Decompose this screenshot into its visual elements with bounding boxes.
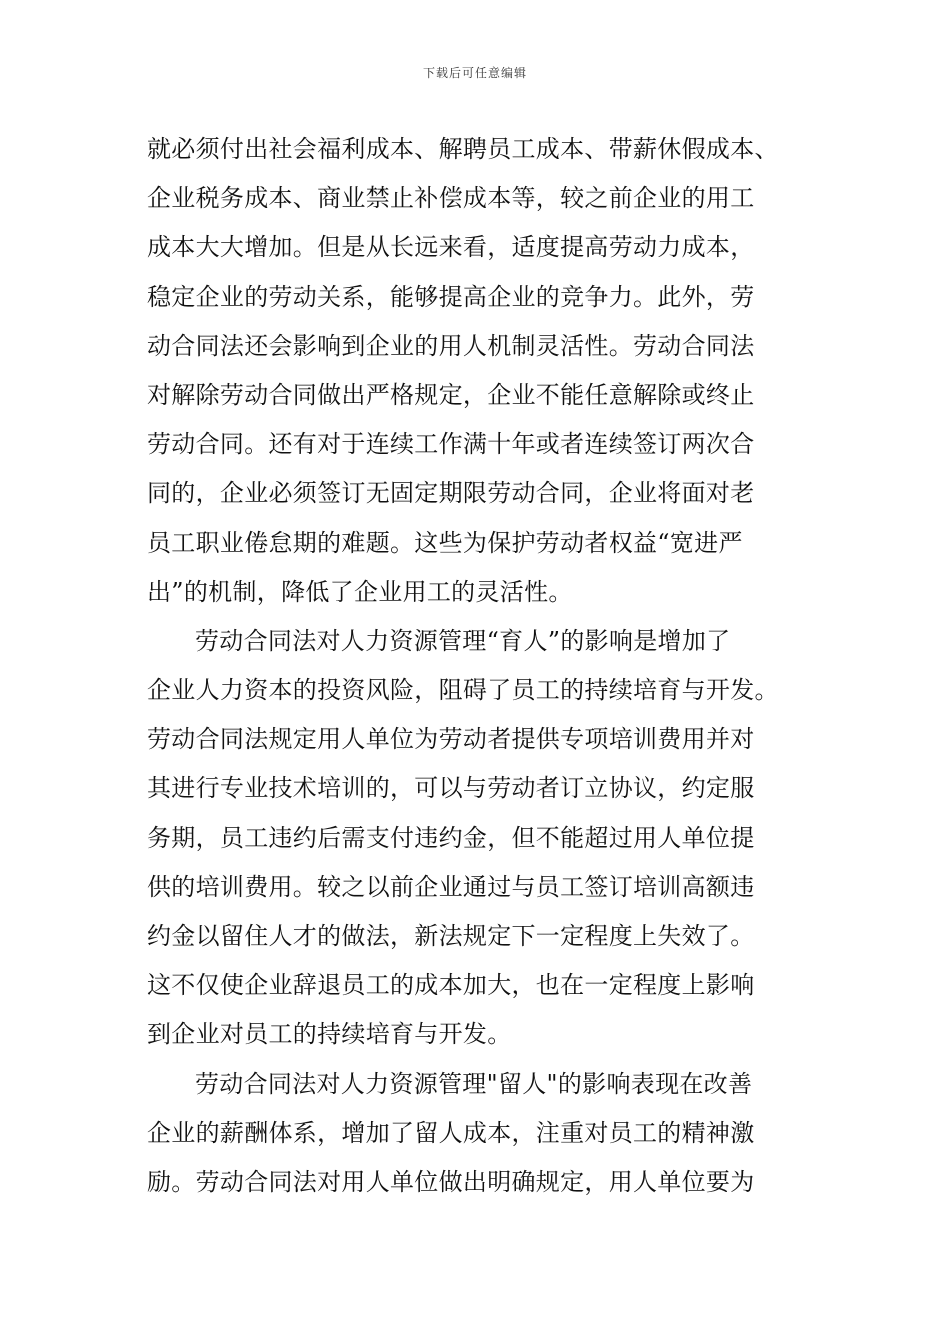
text-line: 成本大大增加。但是从长远来看，适度提高劳动力成本， [147,233,755,262]
text-line: 其进行专业技术培训的，可以与劳动者订立协议，约定服 [147,774,755,803]
text-line: 企业税务成本、商业禁止补偿成本等，较之前企业的用工 [147,184,755,213]
text-line: 企业的薪酬体系，增加了留人成本，注重对员工的精神激 [147,1118,755,1147]
text-line: 这不仅使企业辞退员工的成本加大，也在一定程度上影响 [147,971,755,1000]
text-line: 动合同法还会影响到企业的用人机制灵活性。劳动合同法 [147,331,755,360]
text-line: 务期，员工违约后需支付违约金，但不能超过用人单位提 [147,823,755,852]
text-line: 供的培训费用。较之以前企业通过与员工签订培训高额违 [147,872,755,901]
text-line: 同的，企业必须签订无固定期限劳动合同，企业将面对老 [147,479,755,508]
text-line: 出”的机制，降低了企业用工的灵活性。 [147,577,573,606]
text-line: 稳定企业的劳动关系，能够提高企业的竞争力。此外，劳 [147,282,755,311]
text-line: 到企业对员工的持续培育与开发。 [147,1020,512,1049]
paragraph-first-line: 劳动合同法对人力资源管理"留人"的影响表现在改善 [195,1069,753,1098]
text-line: 劳动合同。还有对于连续工作满十年或者连续签订两次合 [147,430,755,459]
text-line: 励。劳动合同法对用人单位做出明确规定，用人单位要为 [147,1167,755,1196]
text-line: 员工职业倦怠期的难题。这些为保护劳动者权益“宽进严 [147,528,743,557]
text-line: 对解除劳动合同做出严格规定，企业不能任意解除或终止 [147,380,755,409]
text-line: 约金以留住人才的做法，新法规定下一定程度上失效了。 [147,922,755,950]
document-body [147,125,807,1207]
text-line: 企业人力资本的投资风险，阻碍了员工的持续培育与开发。 [147,676,779,705]
paragraph-first-line: 劳动合同法对人力资源管理“育人”的影响是增加了 [195,626,731,655]
text-line: 就必须付出社会福利成本、解聘员工成本、带薪休假成本、 [147,135,779,163]
page-header: 下载后可任意编辑 [422,66,527,80]
text-line: 劳动合同法规定用人单位为劳动者提供专项培训费用并对 [147,725,755,754]
